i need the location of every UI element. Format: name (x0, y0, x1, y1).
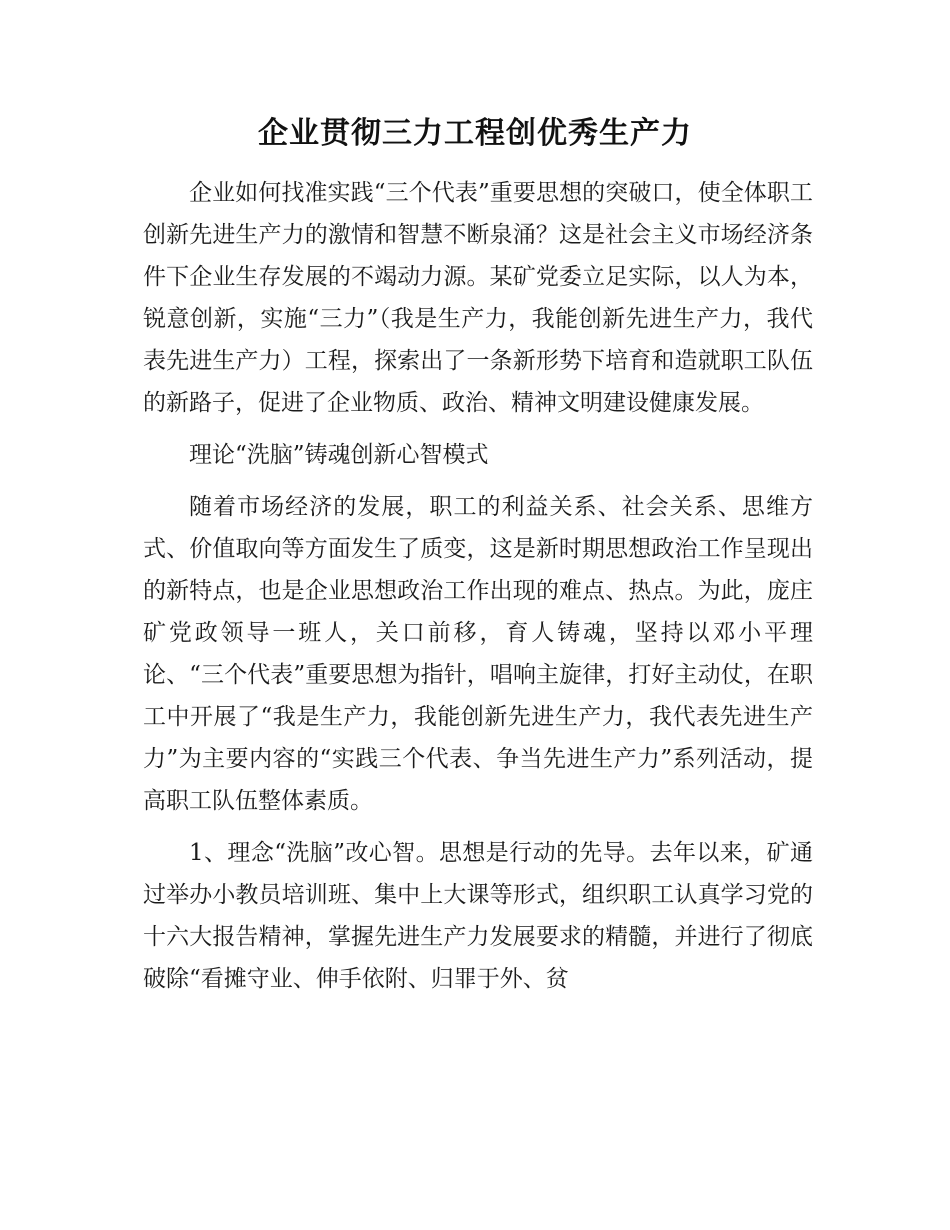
section-heading: 理论“洗脑”铸魂创新心智模式 (189, 442, 489, 468)
document-body (143, 172, 813, 1010)
paragraph-point-1: 1、理念“洗脑”改心智。思想是行动的先导。去年以来，矿通过举办小教员培训班、集中上大课等形式，组织职工认真学习党的十六大报告精神，掌握先进生产力发展要求的精髓，并进行了彻底破除“看摊守业、伸手依附、归罪于外、贫 (143, 840, 813, 992)
paragraph-intro: 企业如何找准实践“三个代表”重要思想的突破口，使全体职工创新先进生产力的激情和智慧不断泉涌？这是社会主义市场经济条件下企业生存发展的不竭动力源。某矿党委立足实际，以人为本，锐意创新，实施“三力”（我是生产力，我能创新先进生产力，我代表先进生产力）工程，探索出了一条新形势下培育和造就职工队伍的新路子，促进了企业物质、政治、精神文明建设健康发展。 (143, 180, 813, 416)
document-title: 企业贯彻三力工程创优秀生产力 (258, 116, 692, 151)
paragraph-background: 随着市场经济的发展，职工的利益关系、社会关系、思维方式、价值取向等方面发生了质变，这是新时期思想政治工作呈现出的新特点，也是企业思想政治工作出现的难点、热点。为此，庞庄矿党政领导一班人，关口前移，育人铸魂，坚持以邓小平理论、“三个代表”重要思想为指针，唱响主旋律，打好主动仗，在职工中开展了“我是生产力，我能创新先进生产力，我代表先进生产力”为主要内容的“实践三个代表、争当先进生产力”系列活动，提高职工队伍整体素质。 (143, 494, 813, 814)
